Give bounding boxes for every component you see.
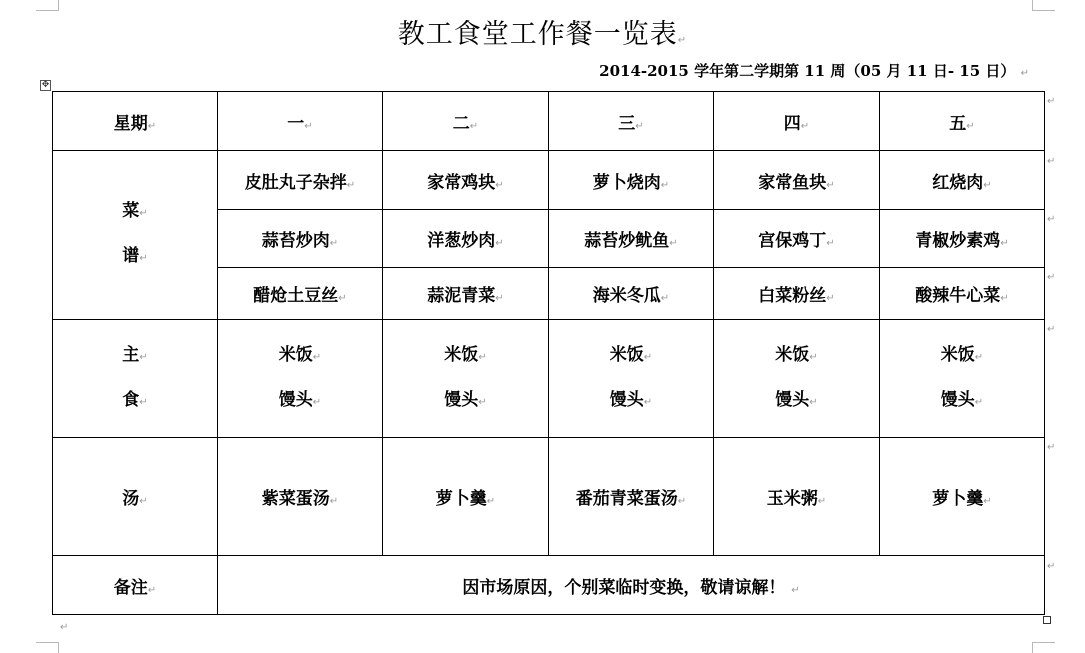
page-corner-mark [36,642,59,653]
row-end-mark-icon: ↵ [1047,96,1056,107]
paragraph-mark-icon: ↵ [1000,238,1009,249]
soup-cell[interactable]: 番茄青菜蛋汤↵ [549,438,714,556]
page-corner-mark [1032,642,1055,653]
table-row-soup [53,438,1045,556]
menu-table [52,91,1045,615]
page-corner-mark [1032,0,1055,11]
paragraph-mark-icon: ↵ [495,293,504,304]
staple-cell[interactable]: 米饭↵ 馒头↵ [218,320,383,438]
paragraph-mark-icon: ↵ [139,496,148,507]
soup-label[interactable]: 汤↵ [53,438,218,556]
paragraph-mark-icon: ↵ [478,351,487,363]
paragraph-mark-icon: ↵ [669,238,678,249]
paragraph-mark-icon: ↵ [660,179,670,191]
staple-cell[interactable]: 米饭↵ 馒头↵ [880,320,1045,438]
dish-cell[interactable]: 白菜粉丝↵ [714,268,880,320]
paragraph-mark-icon: ↵ [486,496,496,507]
row-end-mark-icon: ↵ [1047,324,1056,335]
paragraph-mark-icon: ↵ [346,179,356,191]
paragraph-mark-icon: ↵ [791,584,800,596]
paragraph-mark-icon: ↵ [974,351,984,363]
paragraph-mark-icon: ↵ [974,396,984,408]
dish-cell[interactable]: 宫保鸡丁↵ [714,210,880,268]
paragraph-mark-icon: ↵ [677,496,687,507]
table-move-handle-icon[interactable]: ✥ [41,80,50,90]
paragraph-mark-icon: ↵ [635,120,644,132]
table-row-staple [53,320,1045,438]
paragraph-mark-icon: ↵ [147,584,157,596]
paragraph-mark-icon: ↵ [826,179,835,191]
dish-cell[interactable]: 家常鸡块↵ [383,151,549,210]
dish-cell[interactable]: 青椒炒素鸡↵ [880,210,1045,268]
paragraph-mark-icon: ↵ [643,396,653,408]
paragraph-mark-icon: ↵ [60,622,69,633]
dish-cell[interactable]: 醋炝土豆丝↵ [218,268,383,320]
paragraph-mark-icon: ↵ [983,496,992,507]
staple-cell[interactable]: 米饭↵ 馒头↵ [714,320,880,438]
paragraph-mark-icon: ↵ [495,179,504,191]
paragraph-mark-icon: ↵ [1020,68,1029,79]
paragraph-mark-icon: ↵ [312,351,322,363]
paragraph-mark-icon: ↵ [139,208,148,219]
paragraph-mark-icon: ↵ [809,351,818,363]
week-subtitle[interactable]: 2014-2015 学年第二学期第 11 周（05 月 11 日- 15 日） ↵ [599,62,1029,80]
day-friday[interactable]: 五↵ [880,92,1045,151]
paragraph-mark-icon: ↵ [478,396,487,408]
paragraph-mark-icon: ↵ [800,120,810,132]
paragraph-mark-icon: ↵ [1000,293,1009,304]
dish-cell[interactable]: 酸辣牛心菜↵ [880,268,1045,320]
paragraph-mark-icon: ↵ [983,179,992,191]
paragraph-mark-icon: ↵ [329,238,339,249]
dish-cell[interactable]: 蒜苔炒鱿鱼↵ [549,210,714,268]
day-monday[interactable]: 一↵ [218,92,383,151]
paragraph-mark-icon: ↵ [147,120,157,132]
dish-cell[interactable]: 海米冬瓜↵ [549,268,714,320]
dish-cell[interactable]: 红烧肉↵ [880,151,1045,210]
day-wednesday[interactable]: 三↵ [549,92,714,151]
table-row-note [53,556,1045,615]
dish-cell[interactable]: 萝卜烧肉↵ [549,151,714,210]
paragraph-mark-icon: ↵ [966,120,975,132]
page-corner-mark [36,0,59,11]
staple-label[interactable]: 主↵ 食↵ [53,320,218,438]
note-cell[interactable]: 因市场原因，个别菜临时变换，敬请谅解！ ↵ [218,556,1045,615]
soup-cell[interactable]: 玉米粥↵ [714,438,880,556]
staple-cell[interactable]: 米饭↵ 馒头↵ [549,320,714,438]
day-thursday[interactable]: 四↵ [714,92,880,151]
dishes-label[interactable]: 菜↵ 谱↵ [53,151,218,320]
paragraph-mark-icon: ↵ [643,351,653,363]
paragraph-mark-icon: ↵ [139,253,148,264]
dish-cell[interactable]: 皮肚丸子杂拌↵ [218,151,383,210]
day-tuesday[interactable]: 二↵ [383,92,549,151]
paragraph-mark-icon: ↵ [304,120,313,132]
paragraph-mark-icon: ↵ [660,293,670,304]
weekday-header-label[interactable]: 星期↵ [53,92,218,151]
paragraph-mark-icon: ↵ [826,293,835,304]
row-end-mark-icon: ↵ [1047,272,1056,283]
dish-cell[interactable]: 洋葱炒肉↵ [383,210,549,268]
staple-cell[interactable]: 米饭↵ 馒头↵ [383,320,549,438]
row-end-mark-icon: ↵ [1047,442,1056,453]
paragraph-mark-icon: ↵ [809,396,818,408]
soup-cell[interactable]: 萝卜羹↵ [880,438,1045,556]
note-label[interactable]: 备注↵ [53,556,218,615]
row-end-mark-icon: ↵ [1047,156,1056,167]
paragraph-mark-icon: ↵ [817,496,827,507]
paragraph-mark-icon: ↵ [495,238,504,249]
dish-cell[interactable]: 蒜苔炒肉↵ [218,210,383,268]
paragraph-mark-icon: ↵ [139,351,148,363]
table-row-dish-1 [53,151,1045,210]
table-resize-handle-icon[interactable] [1043,616,1051,624]
paragraph-mark-icon: ↵ [469,120,479,132]
dish-cell[interactable]: 家常鱼块↵ [714,151,880,210]
table-row-header [53,92,1045,151]
dish-cell[interactable]: 蒜泥青菜↵ [383,268,549,320]
document-title[interactable]: 教工食堂工作餐一览表↵ [397,19,688,50]
paragraph-mark-icon: ↵ [677,35,688,46]
soup-cell[interactable]: 萝卜羹↵ [383,438,549,556]
paragraph-mark-icon: ↵ [312,396,322,408]
paragraph-mark-icon: ↵ [139,396,148,408]
soup-cell[interactable]: 紫菜蛋汤↵ [218,438,383,556]
row-end-mark-icon: ↵ [1047,214,1056,225]
paragraph-mark-icon: ↵ [826,238,835,249]
paragraph-mark-icon: ↵ [329,496,339,507]
row-end-mark-icon: ↵ [1047,561,1056,572]
paragraph-mark-icon: ↵ [338,293,347,304]
